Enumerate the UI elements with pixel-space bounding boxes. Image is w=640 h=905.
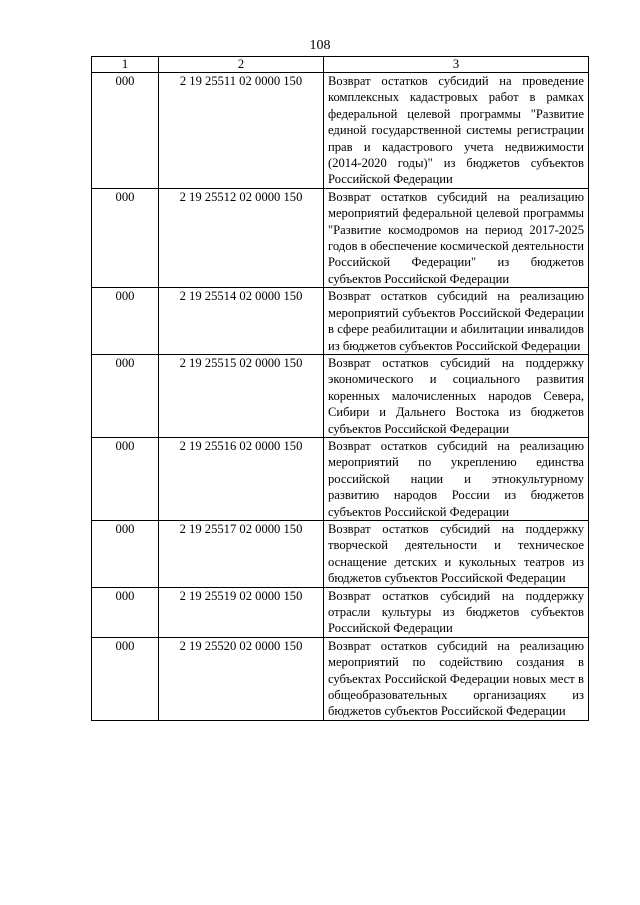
admin-code-cell: 000 (92, 354, 159, 437)
table-row (92, 188, 589, 287)
admin-code-cell: 000 (92, 437, 159, 520)
table-row (92, 587, 589, 637)
table-row (92, 73, 589, 189)
table-row (92, 288, 589, 355)
description-cell: Возврат остатков субсидий на проведение комплексных кадастровых работ в рамках федеральной целевой программы "Развитие единой государственной системы регистрации прав и кадастрового учета недвижимости (2014-2020 годы)" из бюджетов субъектов Российской Федерации (324, 73, 589, 189)
kbk-code-cell: 2 19 25519 02 0000 150 (159, 587, 324, 637)
kbk-code-cell: 2 19 25516 02 0000 150 (159, 437, 324, 520)
admin-code-cell: 000 (92, 188, 159, 287)
table-row (92, 520, 589, 587)
admin-code-cell: 000 (92, 637, 159, 720)
admin-code-cell: 000 (92, 587, 159, 637)
description-cell: Возврат остатков субсидий на реализацию мероприятий по укреплению единства российской нации и этнокультурному развитию народов России из бюджетов субъектов Российской Федерации (324, 437, 589, 520)
column-header-1: 1 (92, 57, 159, 73)
table-row (92, 354, 589, 437)
budget-classification-table (91, 56, 589, 721)
admin-code-cell: 000 (92, 520, 159, 587)
table-header-row (92, 57, 589, 73)
kbk-code-cell: 2 19 25520 02 0000 150 (159, 637, 324, 720)
description-cell: Возврат остатков субсидий на реализацию мероприятий по содействию создания в субъектах Российской Федерации новых мест в общеобразовательных организациях из бюджетов субъектов Российской Федерации (324, 637, 589, 720)
kbk-code-cell: 2 19 25515 02 0000 150 (159, 354, 324, 437)
kbk-code-cell: 2 19 25512 02 0000 150 (159, 188, 324, 287)
description-cell: Возврат остатков субсидий на реализацию мероприятий субъектов Российской Федерации в сфере реабилитации и абилитации инвалидов из бюджетов субъектов Российской Федерации (324, 288, 589, 355)
description-cell: Возврат остатков субсидий на поддержку творческой деятельности и техническое оснащение детских и кукольных театров из бюджетов субъектов Российской Федерации (324, 520, 589, 587)
column-header-3: 3 (324, 57, 589, 73)
admin-code-cell: 000 (92, 73, 159, 189)
admin-code-cell: 000 (92, 288, 159, 355)
kbk-code-cell: 2 19 25517 02 0000 150 (159, 520, 324, 587)
kbk-code-cell: 2 19 25511 02 0000 150 (159, 73, 324, 189)
column-header-2: 2 (159, 57, 324, 73)
kbk-code-cell: 2 19 25514 02 0000 150 (159, 288, 324, 355)
page-number: 108 (309, 38, 331, 53)
table-row (92, 637, 589, 720)
description-cell: Возврат остатков субсидий на поддержку экономического и социального развития коренных малочисленных народов Севера, Сибири и Дальнего Востока из бюджетов субъектов Российской Федерации (324, 354, 589, 437)
description-cell: Возврат остатков субсидий на реализацию мероприятий федеральной целевой программы "Развитие космодромов на период 2017-2025 годов в обеспечение космической деятельности Российской Федерации" из бюджетов субъектов Российской Федерации (324, 188, 589, 287)
description-cell: Возврат остатков субсидий на поддержку отрасли культуры из бюджетов субъектов Российской Федерации (324, 587, 589, 637)
table-row (92, 437, 589, 520)
